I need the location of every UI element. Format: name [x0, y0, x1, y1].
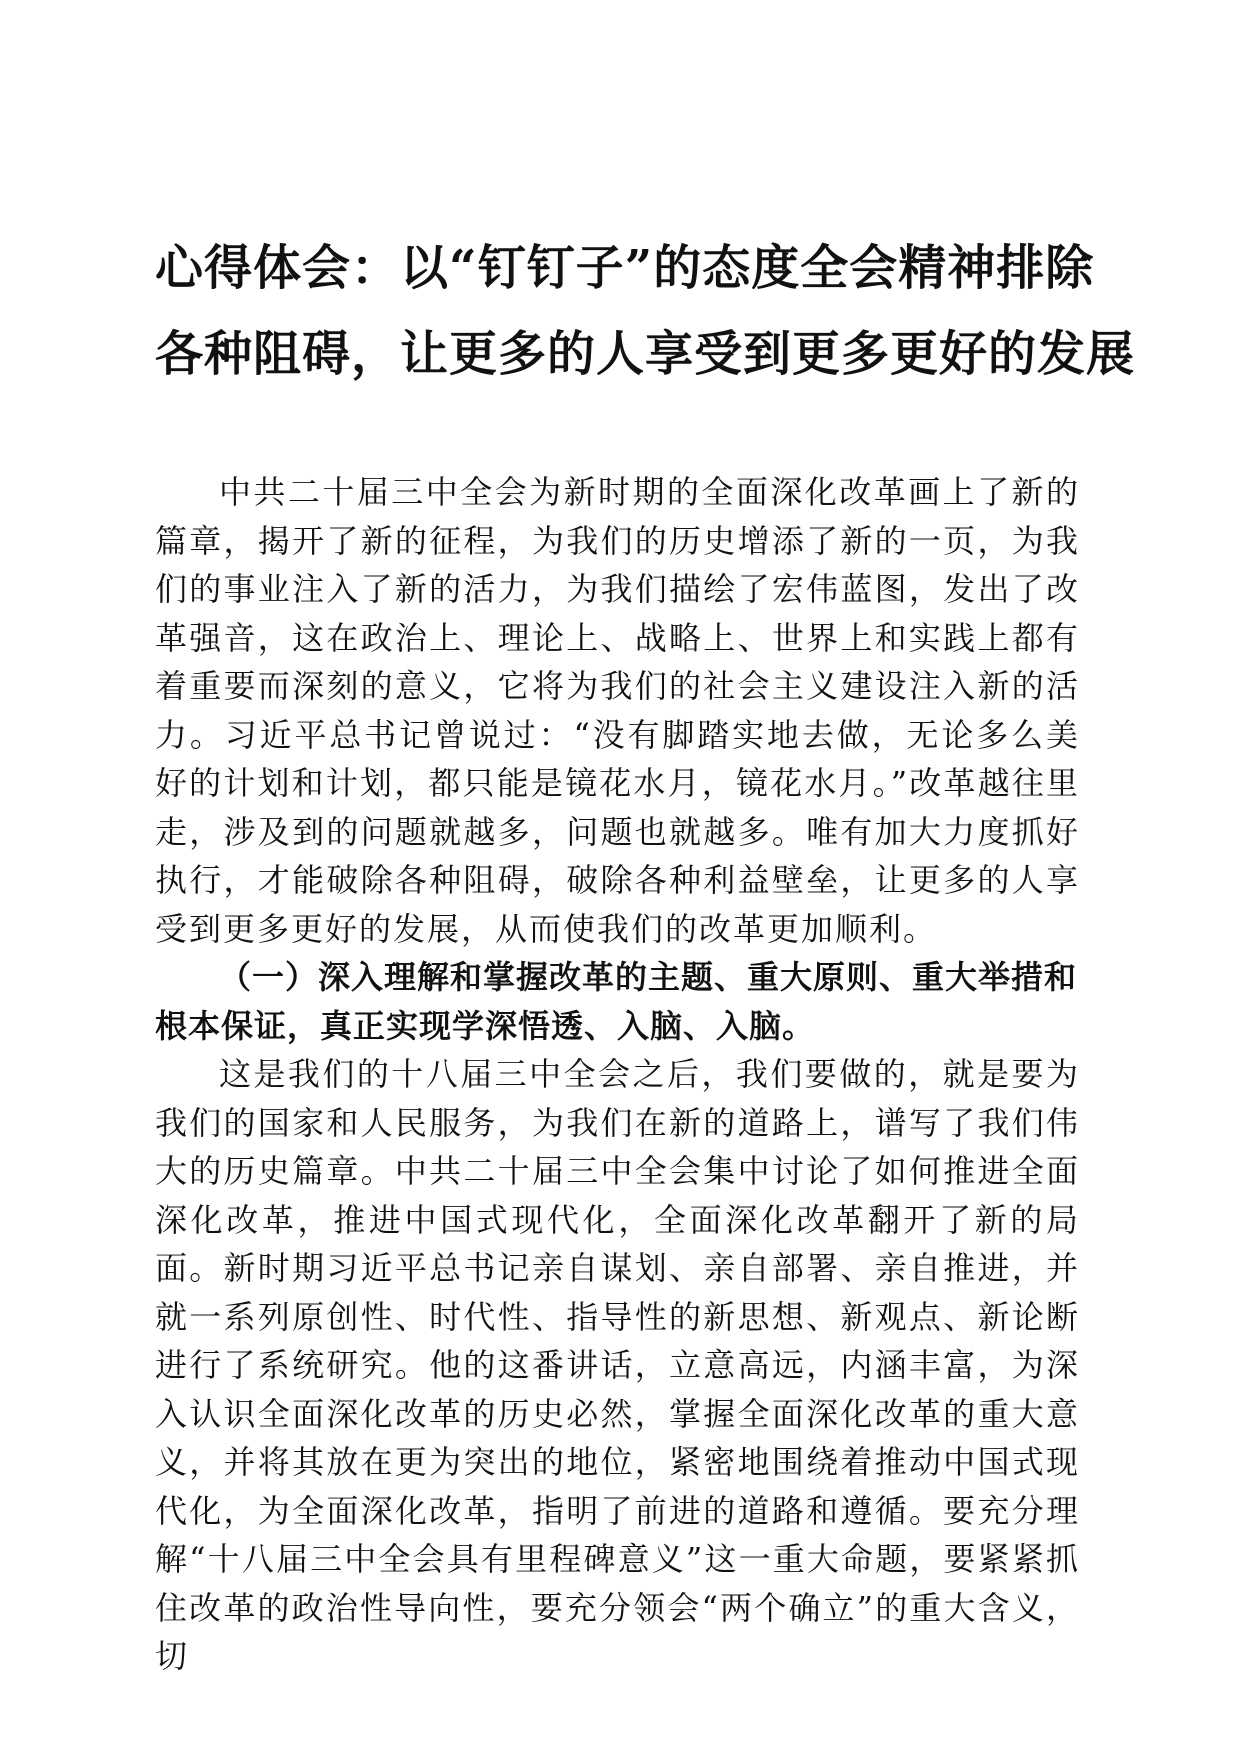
body-paragraph-2: 这是我们的十八届三中全会之后，我们要做的，就是要为我们的国家和人民服务，为我们在新的道路上，谱写了我们伟大的历史篇章。中共二十届三中全会集中讨论了如何推进全面深化改革，推进中国式现代化，全面深化改革翻开了新的局面。新时期习近平总书记亲自谋划、亲自部署、亲自推进，并就一系列原创性、时代性、指导性的新思想、新观点、新论断进行了系统研究。他的这番讲话，立意高远，内涵丰富，为深入认识全面深化改革的历史必然，掌握全面深化改革的重大意义，并将其放在更为突出的地位，紧密地围绕着推动中国式现代化，为全面深化改革，指明了前进的道路和遵循。要充分理解“十八届三中全会具有里程碑意义”这一重大命题，要紧紧抓住改革的政治性导向性，要充分领会“两个确立”的重大含义，切	[155, 1055, 1080, 1675]
title-line-1: 心得体会：以“钉钉子”的态度全会精神排除	[155, 240, 1095, 296]
document-body	[155, 468, 1080, 1681]
section-heading-1: （一）深入理解和掌握改革的主题、重大原则、重大举措和根本保证，真正实现学深悟透、入脑、入脑。	[155, 958, 1078, 1045]
body-paragraph-1: 中共二十届三中全会为新时期的全面深化改革画上了新的篇章，揭开了新的征程，为我们的历史增添了新的一页，为我们的事业注入了新的活力，为我们描绘了宏伟蓝图，发出了改革强音，这在政治上、理论上、战略上、世界上和实践上都有着重要而深刻的意义，它将为我们的社会主义建设注入新的活力。习近平总书记曾说过：“没有脚踏实地去做，无论多么美好的计划和计划，都只能是镜花水月，镜花水月。”改革越往里走，涉及到的问题就越多，问题也就越多。唯有加大力度抓好执行，才能破除各种阻碍，破除各种利益壁垒，让更多的人享受到更多更好的发展，从而使我们的改革更加顺利。	[155, 473, 1080, 948]
document-title	[155, 225, 1136, 397]
title-line-2: 各种阻碍，让更多的人享受到更多更好的发展	[155, 326, 1136, 382]
